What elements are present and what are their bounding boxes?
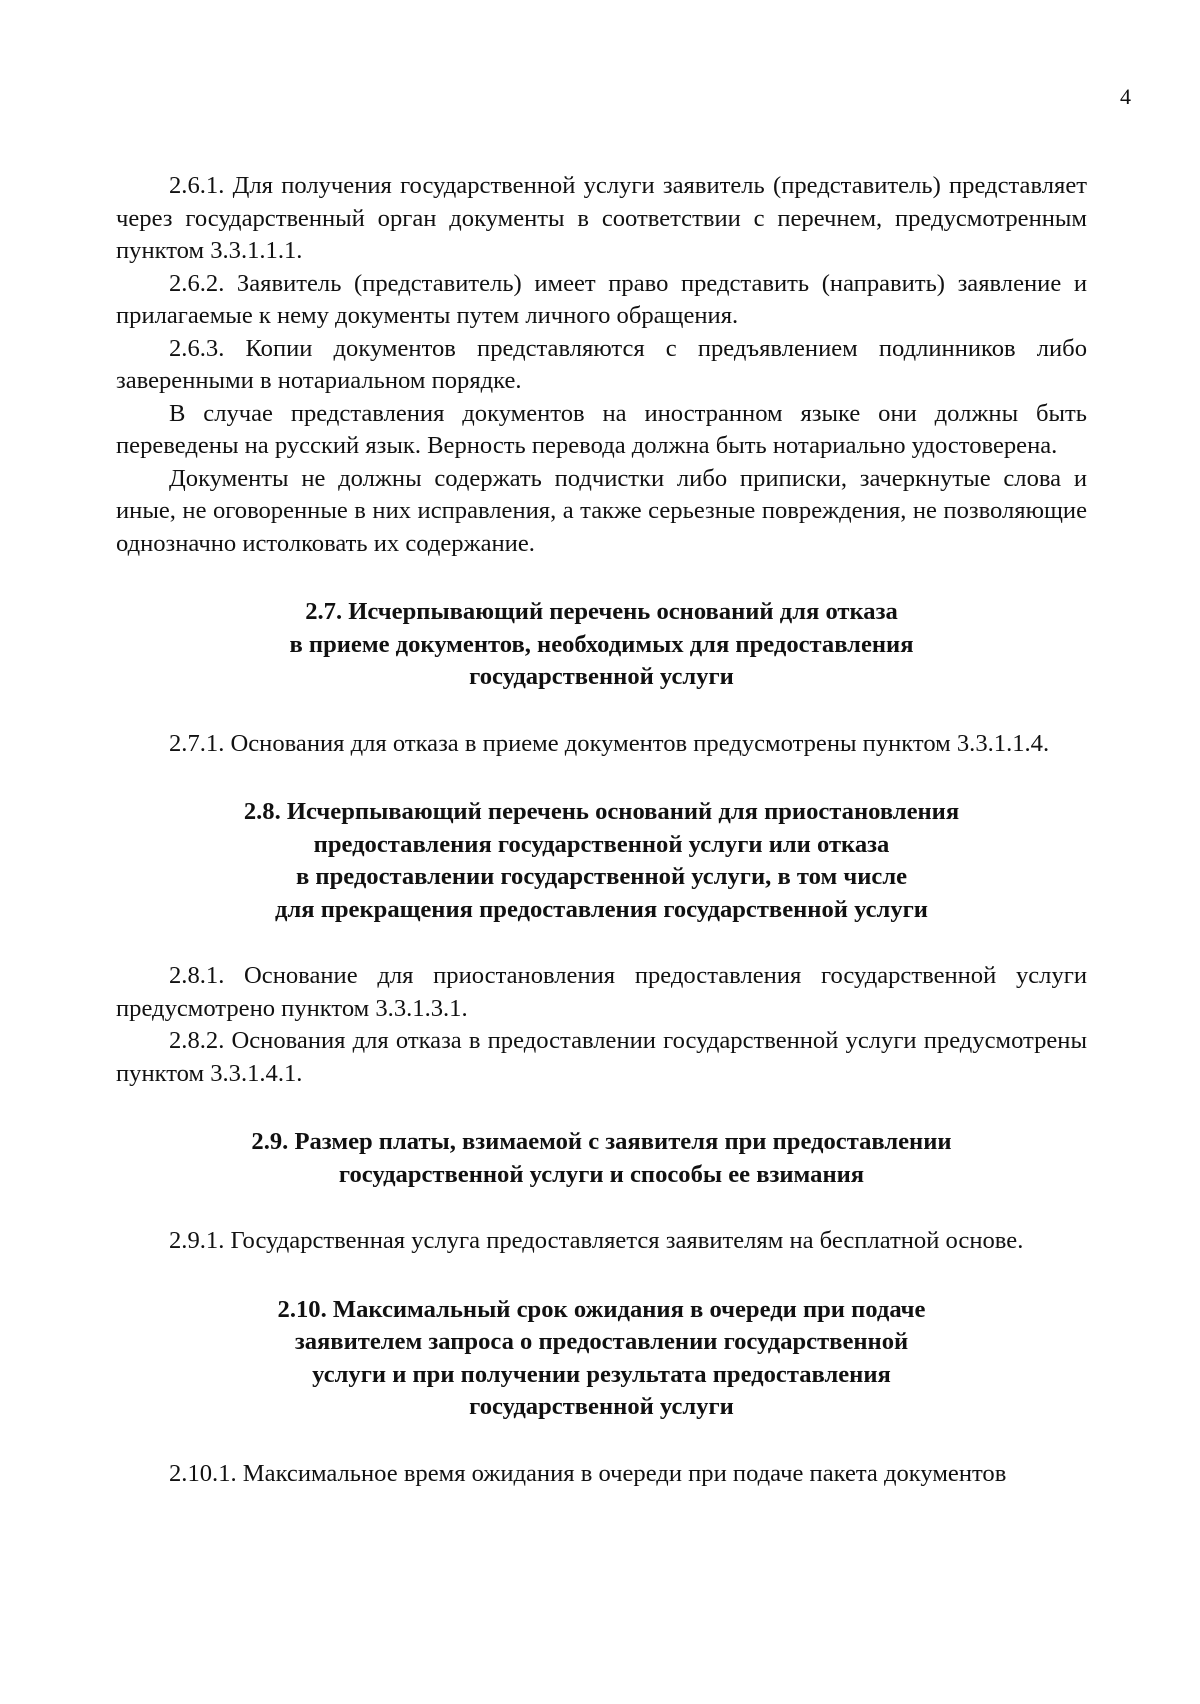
paragraph-2-7-1: 2.7.1. Основания для отказа в приеме документов предусмотрены пунктом 3.3.1.1.4. <box>169 729 1050 757</box>
section-heading-2-8 <box>116 796 1087 926</box>
heading-line: государственной услуги <box>469 1393 734 1420</box>
heading-line: для прекращения предоставления государственной услуги <box>275 895 928 923</box>
paragraph-2-9-1: 2.9.1. Государственная услуга предоставляется заявителям на бесплатной основе. <box>169 1227 1024 1254</box>
heading-line: предоставления государственной услуги или отказа <box>313 830 890 858</box>
heading-line: 2.7. Исчерпывающий перечень оснований для отказа <box>305 598 898 625</box>
paragraph-2-6-1: 2.6.1. Для получения государственной услуги заявитель (представитель) представляет через государственный орган документы в соответствии с перечнем, предусмотренным пунктом 3.3.1.1.1. <box>116 172 1087 264</box>
section-heading-2-9 <box>116 1126 1087 1191</box>
paragraph-2-8-2: 2.8.2. Основания для отказа в предоставлении государственной услуги предусмотрены пунктом 3.3.1.4.1. <box>116 1027 1087 1087</box>
heading-line: 2.10. Максимальный срок ожидания в очереди при подаче <box>277 1295 926 1323</box>
heading-line: услуги и при получении результата предоставления <box>312 1360 891 1388</box>
heading-line: в приеме документов, необходимых для предоставления <box>289 630 914 658</box>
paragraph-2-6-3: 2.6.3. Копии документов представляются с предъявлением подлинников либо заверенными в нотариальном порядке. <box>116 334 1087 394</box>
heading-line: государственной услуги <box>469 663 734 690</box>
heading-line: в предоставлении государственной услуги, в том числе <box>295 863 908 890</box>
document-body <box>116 170 1087 1490</box>
paragraph-foreign-language: В случае представления документов на иностранном языке они должны быть переведены на русский язык. Верность перевода должна быть нотариально удостоверена. <box>116 399 1087 459</box>
paragraph-2-6-2: 2.6.2. Заявитель (представитель) имеет право представить (направить) заявление и прилагаемые к нему документы путем личного обращения. <box>116 269 1087 329</box>
paragraph-2-10-1: 2.10.1. Максимальное время ожидания в очереди при подаче пакета документов <box>169 1459 1007 1487</box>
paragraph-no-corrections: Документы не должны содержать подчистки либо приписки, зачеркнутые слова и иные, не оговоренные в них исправления, а также серьезные повреждения, не позволяющие однозначно истолковать их содержание. <box>116 464 1087 557</box>
section-heading-2-7 <box>116 596 1087 694</box>
section-heading-2-10 <box>116 1294 1087 1424</box>
page-number: 4 <box>1120 84 1131 109</box>
heading-line: заявителем запроса о предоставлении государственной <box>294 1328 909 1355</box>
paragraph-2-8-1: 2.8.1. Основание для приостановления предоставления государственной услуги предусмотрено пунктом 3.3.1.3.1. <box>116 962 1087 1022</box>
heading-line: 2.9. Размер платы, взимаемой с заявителя при предоставлении <box>251 1128 952 1155</box>
heading-line: государственной услуги и способы ее взимания <box>338 1160 865 1188</box>
heading-line: 2.8. Исчерпывающий перечень оснований для приостановления <box>243 798 960 825</box>
